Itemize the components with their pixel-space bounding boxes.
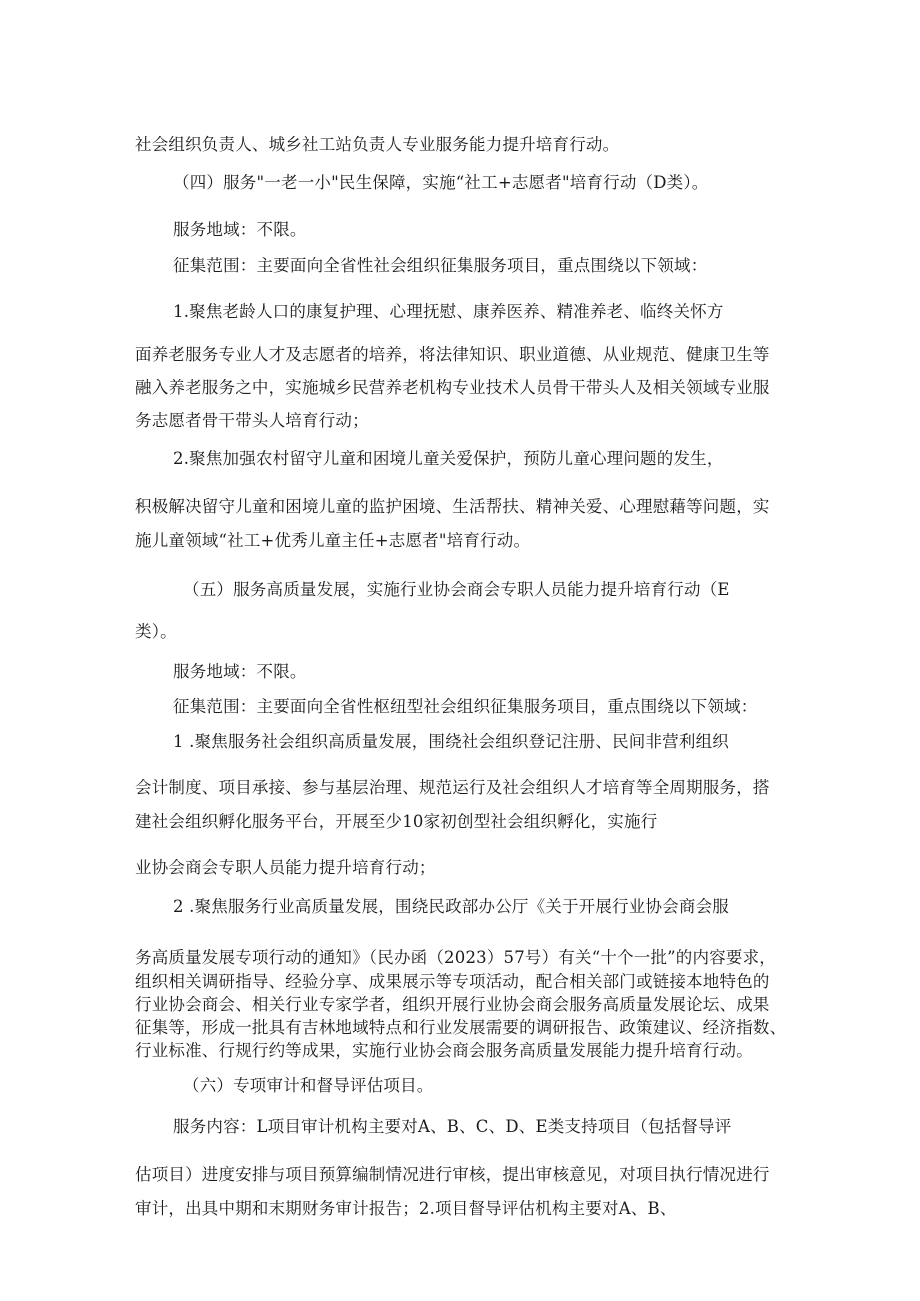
text-line: 征集范围：主要面向全省性社会组织征集服务项目，重点围绕以下领域： [173,255,708,275]
text-line: 估项目）进度安排与项目预算编制情况进行审核，提出审核意见，对项目执行情况进行 [135,1164,770,1184]
text-line: 组织相关调研指导、经验分享、成果展示等专项活动，配合相关部门或链接本地特色的 [135,971,770,991]
list-item: 2.聚焦加强农村留守儿童和困境儿童关爱保护，预防儿童心理问题的发生， [173,448,724,468]
text-line: 征集等，形成一批具有吉林地域特点和行业发展需要的调研报告、政策建议、经济指数、 [135,1017,787,1037]
text-line: 服务内容：L项目审计机构主要对A、B、C、D、E类支持项目（包括督导评 [173,1116,732,1136]
text-line: 务志愿者骨干带头人培育行动； [135,410,369,430]
text-line: 面养老服务专业人才及志愿者的培养，将法律知识、职业道德、从业规范、健康卫生等 [135,344,770,364]
list-item: 2 .聚焦服务行业高质量发展，围绕民政部办公厅《关于开展行业协会商会服 [173,896,729,916]
text-line: 服务地域：不限。 [173,219,307,239]
list-item: 1.聚焦老龄人口的康复护理、心理抚慰、康养医养、精准养老、临终关怀方 [173,301,724,321]
text-line: 积极解决留守儿童和困境儿童的监护困境、生活帮扶、精神关爱、心理慰藉等问题，实 [135,496,770,516]
list-item: 1 .聚焦服务社会组织高质量发展，围绕社会组织登记注册、民间非营利组织 [173,731,729,751]
section-heading: （四）服务"一老一小"民生保障，实施“社工+志愿者"培育行动（D类）。 [173,172,709,192]
text-line: 务高质量发展专项行动的通知》（民办函（2023）57号）有关“十个一批”的内容要求， [135,947,777,967]
text-line: 融入养老服务之中，实施城乡民营养老机构专业技术人员骨干带头人及相关领域专业服 [135,377,770,397]
text-line: 行业协会商会、相关行业专家学者，组织开展行业协会商会服务高质量发展论坛、成果 [135,994,770,1014]
section-heading: （五）服务高质量发展，实施行业协会商会专职人员能力提升培育行动（E [183,579,730,599]
text-line: 审计，出具中期和末期财务审计报告；2.项目督导评估机构主要对A、B、 [135,1198,677,1218]
text-line: 行业标准、行规行约等成果，实施行业协会商会服务高质量发展能力提升培育行动。 [135,1040,753,1060]
text-line: 建社会组织孵化服务平台，开展至少10家初创型社会组织孵化，实施行 [135,811,658,831]
section-heading: （六）专项审计和督导评估项目。 [183,1075,434,1095]
text-line: 服务地域：不限。 [173,661,307,681]
text-line: 类）。 [135,621,177,641]
text-line: 业协会商会专职人员能力提升培育行动； [135,857,436,877]
text-line: 社会组织负责人、城乡社工站负责人专业服务能力提升培育行动。 [135,134,620,154]
text-line: 征集范围：主要面向全省性枢纽型社会组织征集服务项目，重点围绕以下领域： [173,696,758,716]
text-line: 会计制度、项目承接、参与基层治理、规范运行及社会组织人才培育等全周期服务，搭 [135,777,770,797]
text-line: 施儿童领域“社工+优秀儿童主任+志愿者"培育行动。 [135,530,531,550]
